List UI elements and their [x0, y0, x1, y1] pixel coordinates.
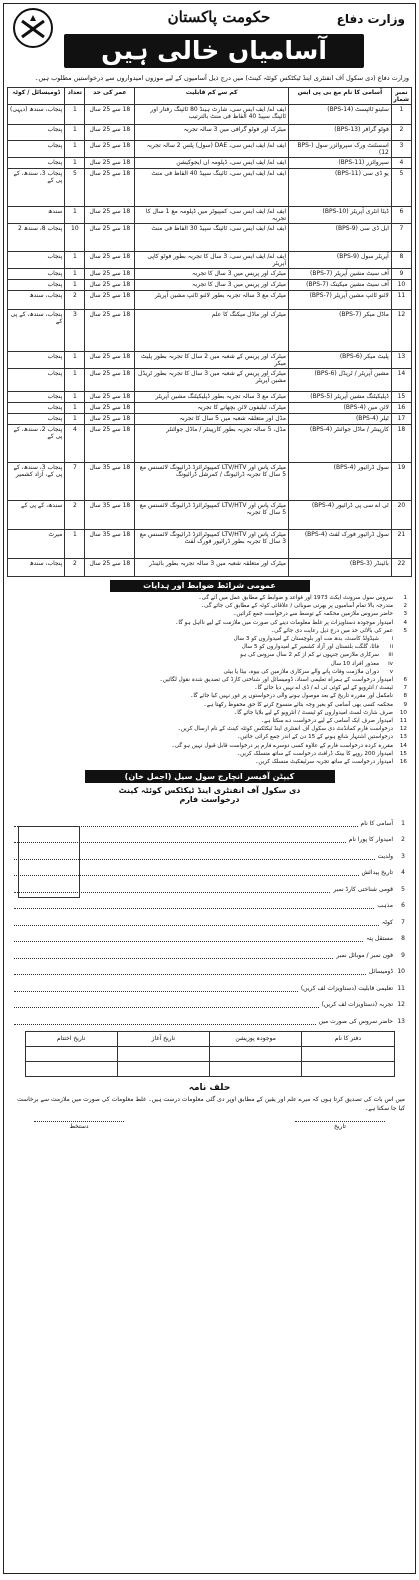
row-count: 3	[65, 310, 85, 352]
row-quota: پنجاب 3، سندھ، کے پی کے	[8, 169, 65, 207]
row-qualification: میٹرک اور پریس کے شعبہ میں 3 سال کا تجربہ بطور ٹریڈل مشین آپریٹر	[135, 369, 289, 392]
experience-row[interactable]	[25, 1061, 394, 1076]
row-count: 1	[65, 269, 85, 280]
row-quota: پنجاب 8، سندھ 2	[8, 224, 65, 252]
row-post: ٹیلر (BPS-4)	[289, 414, 392, 425]
row-sno: 21	[391, 530, 411, 559]
rule-number: 13	[399, 734, 407, 741]
rule-item	[12, 733, 407, 741]
table-row	[8, 501, 412, 530]
row-count: 1	[65, 252, 85, 269]
row-quota: پنجاب	[8, 414, 65, 425]
table-row	[8, 224, 412, 252]
field-number: 2	[401, 836, 405, 844]
row-quota: سندھ، کے پی کے	[8, 501, 65, 530]
rule-item	[12, 610, 407, 618]
exp-header: دفتر کا نام	[302, 1031, 394, 1046]
row-qualification: میٹرک اور ماڈل میکنگ کا علم	[135, 310, 289, 352]
row-sno: 13	[391, 352, 411, 369]
experience-table	[25, 1031, 395, 1077]
row-sno: 11	[391, 291, 411, 310]
row-age: 18 سے 25 سال	[85, 310, 135, 352]
rule-text: معذور افراد 10 سال	[330, 660, 379, 667]
oath-text: میں اس بات کی تصدیق کرتا ہوں کہ میرے علم اور یقین کے مطابق اوپر دی گئی معلومات درست ہیں۔ غلط معلومات کی صورت میں ملازمت سے برخاست کیا جا سکتا ہے۔	[17, 1095, 405, 1112]
row-post: ڈیٹا انٹری آپریٹر (BPS-10)	[289, 207, 392, 224]
row-age: 18 سے 25 سال	[85, 559, 135, 577]
ministry-title: وزارت دفاع	[336, 12, 405, 26]
rule-item	[12, 750, 407, 758]
field-input-line[interactable]	[14, 973, 366, 975]
header-sno: نمبر شمار	[391, 88, 411, 105]
row-count: 1	[65, 352, 85, 369]
row-age: 18 سے 25 سال	[85, 224, 135, 252]
header-quota: ڈومیسائل / کوٹہ	[8, 88, 65, 105]
row-sno: 14	[391, 369, 411, 392]
row-post: ماڈل میکر (BPS-7)	[289, 310, 392, 352]
row-post: سپروائزر (BPS-11)	[289, 158, 392, 169]
row-post: مشین آپریٹر / ٹریڈل (BPS-6)	[289, 369, 392, 392]
table-row	[8, 559, 412, 577]
row-count: 7	[65, 463, 85, 501]
row-post: پلیٹ میکر (BPS-6)	[289, 352, 392, 369]
row-post: کارپینٹر / ماڈل جوائنٹر (BPS-4)	[289, 425, 392, 463]
field-number: 4	[401, 869, 405, 877]
row-post: لائن مین (BPS-4)	[289, 403, 392, 414]
row-post: لائنو ٹائپ مشین آپریٹر (BPS-7)	[289, 291, 392, 310]
rule-text: امیدوار موجودہ دستاویزات پر غلط معلومات دینے کی صورت میں ملازمت کے لیے نااہل ہو گا۔	[175, 619, 393, 626]
row-count: 1	[65, 369, 85, 392]
government-title: حکومت پاکستان	[167, 8, 271, 26]
row-count: 1	[65, 392, 85, 403]
rule-number: 9	[403, 701, 407, 708]
rule-item	[12, 742, 407, 750]
row-sno: 5	[391, 169, 411, 207]
row-age: 18 سے 25 سال	[85, 280, 135, 291]
rule-text: صرف شارٹ لسٹ امیدواروں کو ٹیسٹ / انٹرویو کے لیے بلایا جائے گا۔	[233, 709, 393, 716]
table-row	[8, 252, 412, 269]
rule-text: مندرجہ بالا تمام آسامیوں پر بھرتی صوبائی / علاقائی کوٹہ کے مطابق کی جائے گی۔	[200, 603, 393, 610]
rule-number: 1	[403, 595, 407, 601]
field-input-line[interactable]	[14, 1006, 319, 1008]
row-quota: پنجاب	[8, 141, 65, 158]
rule-item	[12, 758, 407, 766]
table-row	[8, 125, 412, 141]
row-sno: 15	[391, 392, 411, 403]
table-row	[8, 207, 412, 224]
table-row	[8, 158, 412, 169]
vacancies-table	[7, 87, 412, 577]
rule-item	[12, 676, 407, 684]
row-qualification: ایف اے/ ایف ایس سی، DAE (سول) پلس 2 سالہ تجربہ	[135, 141, 289, 158]
row-quota: پنجاب	[8, 280, 65, 291]
rule-item	[12, 668, 407, 676]
vacancies-banner: آسامیاں خالی ہیں	[64, 34, 364, 68]
field-label: آسامی کا نام	[360, 819, 393, 827]
row-sno: 8	[391, 252, 411, 269]
form-field[interactable]	[4, 959, 415, 976]
row-age: 18 سے 25 سال	[85, 291, 135, 310]
rule-item	[12, 692, 407, 700]
rule-item	[12, 602, 407, 610]
row-qualification: مڈل، 5 سالہ تجربہ بطور کارپینٹر / ماڈل جوائنٹر	[135, 425, 289, 463]
header-post: آسامی کا نام مع بی پی ایس	[289, 88, 392, 105]
field-label: کوٹہ	[381, 918, 393, 926]
field-number: 12	[397, 1001, 405, 1009]
row-qualification: میٹرک اور پریس کے شعبہ میں 2 سال کا تجربہ بطور پلیٹ میکر	[135, 352, 289, 369]
rule-item	[12, 627, 407, 635]
row-age: 18 سے 25 سال	[85, 207, 135, 224]
rule-number: 8	[403, 693, 407, 700]
rule-number: iii	[388, 652, 393, 659]
row-quota: میرٹ	[8, 530, 65, 559]
form-field[interactable]	[4, 810, 415, 827]
row-post: اسسٹنٹ ورک سپروائزر سول (BPS-12)	[289, 141, 392, 158]
row-sno: 3	[391, 141, 411, 158]
table-row	[8, 280, 412, 291]
row-post: ٹی اے سی پی ڈرائیور (BPS-4)	[289, 501, 392, 530]
field-input-line[interactable]	[14, 957, 333, 959]
field-label: حاضر سروس کی صورت میں	[318, 1017, 393, 1025]
rule-number: v	[389, 668, 393, 675]
row-age: 18 سے 25 سال	[85, 414, 135, 425]
row-quota: پنجاب، سندھ	[8, 559, 65, 577]
row-qualification: میٹرک پاس اور LTV/HTV کمپیوٹرائزڈ ڈرائیونگ لائسنس مع 5 سال کا تجربہ ڈرائیونگ / کمرشل ڈرائیونگ	[135, 463, 289, 501]
row-sno: 9	[391, 269, 411, 280]
rule-text: مقررہ کردہ درخواست فارم کے علاوہ کسی دوسرے فارم پر درخواست قابل قبول نہیں ہو گی۔	[171, 742, 393, 749]
row-count: 1	[65, 414, 85, 425]
row-post: آف سیٹ مشین میکینک (BPS-7)	[289, 280, 392, 291]
rule-text: فاٹا، گلگت بلتستان اور آزاد کشمیر کے امیدواروں کو 5 سال	[241, 644, 379, 651]
row-qualification: میٹرک اور پریس میں 3 سال کا تجربہ	[135, 280, 289, 291]
rule-item	[12, 701, 407, 709]
row-qualification: ایف اے/ ایف ایس سی، 3 سال کا تجربہ بطور فوٹو کاپی آپریٹر	[135, 252, 289, 269]
row-sno: 7	[391, 224, 411, 252]
table-row	[8, 403, 412, 414]
row-quota: پنجاب، سندھ	[8, 291, 65, 310]
form-title: دی سکول آف انفنٹری اینڈ ٹیکٹکس کوئٹہ کینٹ	[118, 786, 301, 796]
row-qualification: میٹرک پاس اور LTV/HTV کمپیوٹرائزڈ ڈرائیونگ لائسنس مع 5 سال کا تجربہ	[135, 501, 289, 530]
row-sno: 20	[391, 501, 411, 530]
rule-number: 3	[403, 611, 407, 618]
table-row	[8, 463, 412, 501]
row-sno: 17	[391, 414, 411, 425]
rule-text: امیدوار 200 روپے کا بینک ڈرافٹ درخواست کے ساتھ منسلک کریں۔	[236, 750, 393, 757]
form-field[interactable]	[4, 942, 415, 959]
rule-item	[12, 594, 407, 602]
row-quota: پنجاب	[8, 369, 65, 392]
field-label: مستقل پتہ	[366, 935, 393, 943]
field-number: 5	[401, 885, 405, 893]
row-age: 18 سے 25 سال	[85, 425, 135, 463]
table-row	[8, 414, 412, 425]
row-post: ایل ڈی سی (BPS-9)	[289, 224, 392, 252]
row-age: 18 سے 25 سال	[85, 158, 135, 169]
row-age: 18 سے 25 سال	[85, 141, 135, 158]
row-sno: 10	[391, 280, 411, 291]
rules-list	[4, 594, 415, 766]
row-sno: 16	[391, 403, 411, 414]
row-count: 1	[65, 530, 85, 559]
row-sno: 1	[391, 105, 411, 125]
row-qualification: میٹرک مع 3 سالہ تجربہ بطور ڈپلیکیٹنگ مشین آپریٹر	[135, 392, 289, 403]
rule-number: 2	[403, 603, 407, 610]
row-quota: پنجاب	[8, 158, 65, 169]
field-number: 10	[397, 968, 405, 976]
field-input-line[interactable]	[14, 924, 379, 926]
rule-number: iv	[388, 660, 393, 667]
rule-text: سروس سول سرونٹ ایکٹ 1973 اور قواعد و ضوابط کے مطابق عمل میں آئے گی۔	[198, 595, 393, 601]
oath-title: حلف نامہ	[188, 1082, 231, 1093]
row-qualification: ایف اے/ ایف ایس سی، ٹائپنگ سپیڈ 30 الفاظ فی منٹ	[135, 224, 289, 252]
row-age: 18 سے 35 سال	[85, 463, 135, 501]
field-number: 3	[401, 852, 405, 860]
row-post: سٹینو ٹائپسٹ (BPS-14)	[289, 105, 392, 125]
row-count: 10	[65, 224, 85, 252]
field-label: تاریخ پیدائش	[361, 869, 393, 877]
rule-item	[12, 684, 407, 692]
row-qualification: میٹرک اور فوٹو گرافی میں 3 سالہ تجربہ	[135, 125, 289, 141]
table-row	[8, 369, 412, 392]
row-quota: پنجاب 3، سندھ، کے پی کے، آزاد کشمیر	[8, 463, 65, 501]
row-count: 2	[65, 559, 85, 577]
form-field[interactable]	[4, 975, 415, 992]
rule-number: ii	[389, 644, 393, 651]
rule-text: امیدوار درخواست کے ساتھ تجربہ سرٹیفکیٹ منسلک کریں۔	[255, 759, 393, 766]
signature-label: دستخط	[34, 1121, 124, 1130]
row-post: یو ڈی سی (BPS-11)	[289, 169, 392, 207]
field-number: 1	[401, 819, 405, 827]
army-emblem-icon	[12, 7, 54, 49]
table-row	[8, 425, 412, 463]
exp-header: موجودہ پوزیشن	[210, 1031, 302, 1046]
photo-box	[18, 826, 80, 898]
table-row	[8, 310, 412, 352]
row-post: بائینڈر (BPS-3)	[289, 559, 392, 577]
row-age: 18 سے 35 سال	[85, 530, 135, 559]
row-count: 1	[65, 158, 85, 169]
row-post: ڈپلیکیٹنگ مشین آپریٹر (BPS-5)	[289, 392, 392, 403]
rule-item	[12, 643, 407, 651]
row-age: 18 سے 25 سال	[85, 169, 135, 207]
row-qualification: میٹرک پاس اور LTV/HTV کمپیوٹرائزڈ ڈرائیونگ لائسنس مع 3 سال کا تجربہ بطور ڈرائیور فورک لفٹ	[135, 530, 289, 559]
rule-item	[12, 660, 407, 668]
header-age: عمر کی حد	[85, 88, 135, 105]
row-sno: 4	[391, 158, 411, 169]
field-label: قومی شناختی کارڈ نمبر	[333, 885, 393, 893]
field-number: 6	[401, 902, 405, 910]
row-post: آپریٹر سول (BPS-9)	[289, 252, 392, 269]
rule-text: امیدوار درخواست کے ہمراہ تعلیمی اسناد، ڈومیسائل اور شناختی کارڈ کی تصدیق شدہ نقول لگائیں۔	[159, 677, 393, 684]
rule-text: شیڈولڈ کاسٹ، بدھ مت اور بلوچستان کے امیدواروں کو 3 سال	[233, 636, 379, 643]
row-count: 1	[65, 105, 85, 125]
row-age: 18 سے 25 سال	[85, 352, 135, 369]
field-label: ڈومیسائل	[369, 968, 393, 976]
rule-text: دوران ملازمت وفات پانے والے سرکاری ملازمین کی بیوہ، بیٹا یا بیٹی	[223, 668, 379, 675]
exp-header: تاریخ اختتام	[25, 1031, 117, 1046]
row-age: 18 سے 25 سال	[85, 369, 135, 392]
field-number: 11	[397, 984, 405, 992]
row-quota: پنجاب	[8, 252, 65, 269]
rule-number: 11	[399, 718, 407, 725]
rule-text: عمر کی بالائی حد میں درج ذیل رعایت دی جائے گی۔	[270, 627, 393, 634]
rule-number: 12	[399, 726, 407, 733]
header-qualification: کم سے کم قابلیت	[135, 88, 289, 105]
row-quota: پنجاب	[8, 352, 65, 369]
form-field[interactable]	[4, 926, 415, 943]
rule-number: 15	[399, 750, 407, 757]
row-sno: 6	[391, 207, 411, 224]
row-qualification: میٹرک اور متعلقہ شعبہ میں 3 سالہ تجربہ بطور بائینڈر	[135, 559, 289, 577]
row-qualification: ایف اے/ ایف ایس سی، شارٹ ہینڈ 80 ٹائپنگ رفتار اور ٹائپنگ سپیڈ 40 الفاظ فی منٹ بالترتیب	[135, 105, 289, 125]
row-count: 1	[65, 141, 85, 158]
table-row	[8, 105, 412, 125]
row-qualification: ایف اے/ ایف ایس سی، ڈپلومہ ان ایجوکیشن	[135, 158, 289, 169]
field-label: فون نمبر / موبائل نمبر	[336, 951, 393, 959]
row-quota: پنجاب	[8, 125, 65, 141]
row-qualification: میٹرک مع 3 سالہ تجربہ بطور لائنو ٹائپ مشین آپریٹر	[135, 291, 289, 310]
row-quota: پنجاب، سندھ، کے پی کے	[8, 310, 65, 352]
row-age: 18 سے 25 سال	[85, 252, 135, 269]
table-row	[8, 352, 412, 369]
field-label: تجربہ (دستاویزات لف کریں)	[321, 1001, 393, 1009]
row-count: 4	[65, 425, 85, 463]
application-form	[4, 786, 415, 1077]
rule-item	[12, 709, 407, 717]
row-age: 18 سے 25 سال	[85, 125, 135, 141]
field-label: امیدوار کا پورا نام	[348, 836, 393, 844]
experience-row[interactable]	[25, 1046, 394, 1061]
header	[4, 4, 415, 72]
rule-number: 4	[403, 619, 407, 626]
intro-text: وزارت دفاع (دی سکول آف انفنٹری اینڈ ٹیکٹکس کوئٹہ کینٹ) میں درج ذیل آسامیوں کے لیے موزوں امیدواروں سے درخواستیں مطلوب ہیں۔	[34, 74, 409, 82]
row-qualification: میٹرک اور پریس میں 3 سال کا تجربہ	[135, 269, 289, 280]
exp-header: تاریخ آغاز	[117, 1031, 209, 1046]
field-input-line[interactable]	[14, 940, 363, 942]
table-row	[8, 169, 412, 207]
field-number: 7	[401, 918, 405, 926]
rule-text: ٹیسٹ / انٹرویو کے لیے کوئی ٹی اے / ڈی اے نہیں دیا جائے گا۔	[254, 685, 393, 692]
row-age: 18 سے 25 سال	[85, 105, 135, 125]
form-subtitle: درخواست فارم	[179, 795, 240, 805]
rule-number: 6	[403, 677, 407, 684]
job-advertisement	[3, 3, 416, 1574]
rule-number: 7	[403, 685, 407, 692]
row-quota: پنجاب	[8, 403, 65, 414]
row-post: فوٹو گرافر (BPS-13)	[289, 125, 392, 141]
rule-number: 5	[403, 627, 407, 634]
row-count: 5	[65, 169, 85, 207]
rule-text: حاضر سروس ملازمین محکمہ کے توسط سے درخواست جمع کرائیں۔	[233, 611, 393, 618]
rule-text: درخواست فارم کمانڈنٹ دی سکول آف انفنٹری اینڈ ٹیکٹکس کوئٹہ کینٹ کے نام ارسال کریں۔	[177, 726, 393, 733]
row-quota: پنجاب	[8, 269, 65, 280]
table-header-row	[8, 88, 412, 105]
experience-header-row	[25, 1031, 394, 1046]
rule-number: 10	[399, 709, 407, 716]
signature-row	[4, 1115, 415, 1130]
rule-number: 14	[399, 742, 407, 749]
field-label: ولدیت	[377, 852, 393, 860]
rule-item	[12, 651, 407, 659]
date-label: تاریخ	[295, 1121, 385, 1130]
rule-text: درخواستیں اشتہار شائع ہونے کے 15 دن کے اندر جمع کرائی جائیں۔	[236, 734, 393, 741]
row-quota: پنجاب	[8, 392, 65, 403]
table-row	[8, 141, 412, 158]
row-count: 1	[65, 280, 85, 291]
rule-text: سرکاری ملازمین جنہوں نے کم از کم 2 سال سروس کی ہو	[240, 652, 379, 659]
header-count: تعداد	[65, 88, 85, 105]
field-number: 13	[397, 1017, 405, 1025]
row-count: 1	[65, 403, 85, 414]
signatory: کیپٹن آفیسر انچارج سول سیل (اجمل خان)	[85, 770, 335, 783]
rule-item	[12, 725, 407, 733]
row-count: 2	[65, 291, 85, 310]
form-field[interactable]	[4, 1008, 415, 1025]
field-label: تعلیمی قابلیت (دستاویزات لف کریں)	[300, 984, 393, 992]
row-sno: 22	[391, 559, 411, 577]
row-age: 18 سے 25 سال	[85, 392, 135, 403]
field-number: 8	[401, 935, 405, 943]
row-quota: سندھ	[8, 207, 65, 224]
table-row	[8, 269, 412, 280]
row-sno: 12	[391, 310, 411, 352]
rule-item	[12, 635, 407, 643]
row-count: 2	[65, 501, 85, 530]
row-age: 18 سے 25 سال	[85, 269, 135, 280]
row-sno: 18	[391, 425, 411, 463]
rule-item	[12, 717, 407, 725]
row-count: 1	[65, 125, 85, 141]
row-qualification: ایف اے/ ایف ایس سی، ٹائپنگ سپیڈ 40 الفاظ فی منٹ	[135, 169, 289, 207]
form-field[interactable]	[4, 909, 415, 926]
rule-number: 16	[399, 759, 407, 766]
field-input-line[interactable]	[14, 1023, 316, 1025]
row-qualification: ایف اے/ ایف ایس سی، کمپیوٹر میں ڈپلومہ مع 1 سال کا تجربہ	[135, 207, 289, 224]
row-sno: 2	[391, 125, 411, 141]
form-field[interactable]	[4, 992, 415, 1009]
row-sno: 19	[391, 463, 411, 501]
rule-text: نامکمل اور مقررہ تاریخ کے بعد موصول ہونے والی درخواستوں پر غور نہیں کیا جائے گا۔	[190, 693, 393, 700]
row-quota: پنجاب، سندھ (دیہی)	[8, 105, 65, 125]
row-age: 18 سے 25 سال	[85, 403, 135, 414]
table-row	[8, 530, 412, 559]
rule-item	[12, 619, 407, 627]
field-number: 9	[401, 951, 405, 959]
row-qualification: میٹرک، ٹیلیفون لائن بچھانے کا تجربہ	[135, 403, 289, 414]
rule-text: امیدوار صرف ایک آسامی کے لیے درخواست دے سکتا ہے۔	[260, 718, 393, 725]
row-quota: پنجاب 2، سندھ، کے پی کے	[8, 425, 65, 463]
rules-heading: عمومی شرائط ضوابط اور ہدایات	[110, 580, 310, 592]
row-post: آف سیٹ مشین آپریٹر (BPS-7)	[289, 269, 392, 280]
field-input-line[interactable]	[14, 990, 298, 992]
row-post: سول ڈرائیور (BPS-4)	[289, 463, 392, 501]
row-count: 1	[65, 207, 85, 224]
rule-text: محکمہ کسی بھی آسامی کو بغیر وجہ بتائے منسوخ کرنے کا حق محفوظ رکھتا ہے۔	[203, 701, 393, 708]
table-row	[8, 392, 412, 403]
rule-number: i	[391, 636, 393, 643]
row-qualification: مڈل اور متعلقہ شعبہ میں 5 سال کا تجربہ	[135, 414, 289, 425]
table-row	[8, 291, 412, 310]
row-age: 18 سے 35 سال	[85, 501, 135, 530]
field-label: مذہب	[377, 902, 393, 910]
row-post: سول ڈرائیور فورک لفٹ (BPS-4)	[289, 530, 392, 559]
field-input-line[interactable]	[14, 907, 374, 909]
